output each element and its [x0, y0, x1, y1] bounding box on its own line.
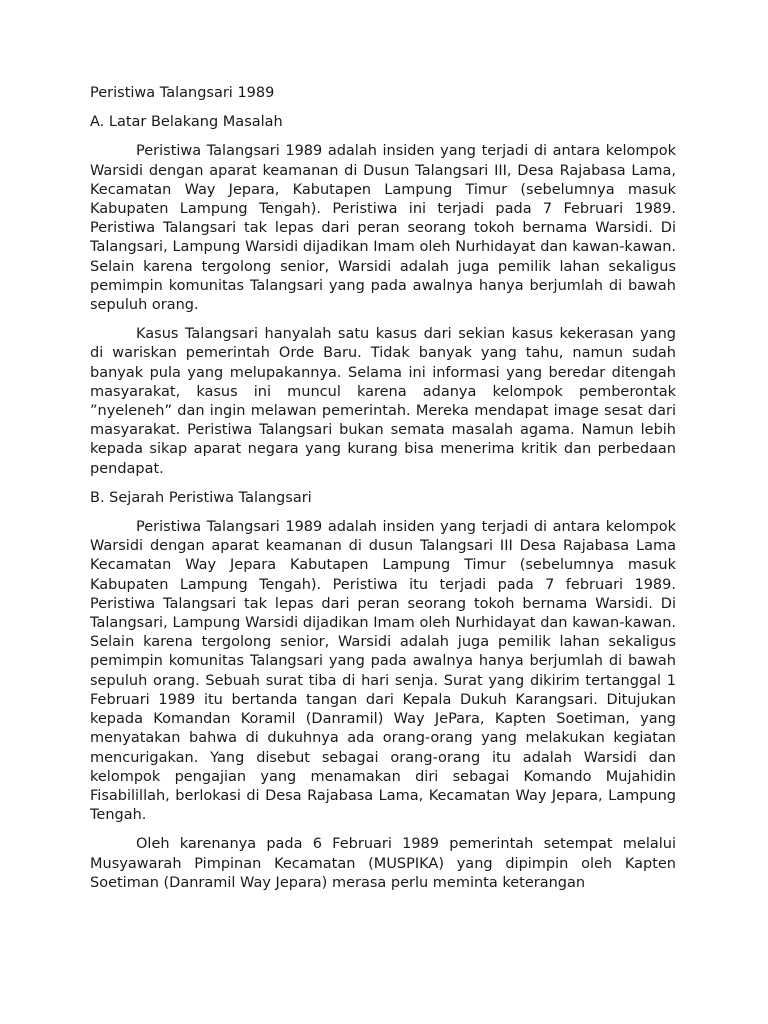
- section-b-heading: B. Sejarah Peristiwa Talangsari: [90, 489, 312, 506]
- section-b-paragraph-1: Peristiwa Talangsari 1989 adalah insiden yang terjadi di antara kelompok Warsidi dengan aparat keamanan di dusun Talangsari III Desa Rajabasa Lama Kecamatan Way Jepara Kabutapen Lampung Timur (sebelumnya masuk Kabupaten Lampung Tengah). Peristiwa itu terjadi pada 7 februari 1989. Peristiwa Talangsari tak lepas dari peran seorang tokoh bernama Warsidi. Di Talangsari, Lampung Warsidi dijadikan Imam oleh Nurhidayat dan kawan-kawan. Selain karena tergolong senior, Warsidi adalah juga pemilik lahan sekaligus pemimpin komunitas Talangsari yang pada awalnya hanya berjumlah di bawah sepuluh orang. Sebuah surat tiba di hari senja. Surat yang dikirim tertanggal 1 Februari 1989 itu bertanda tangan dari Kepala Dukuh Karangsari. Ditujukan kepada Komandan Koramil (Danramil) Way JePara, Kapten Soetiman, yang menyatakan bahwa di dukuhnya ada orang-orang yang melakukan kegiatan mencurigakan. Yang disebut sebagai orang-orang itu adalah Warsidi dan kelompok pengajian yang menamakan diri sebagai Komando Mujahidin Fisabilillah, berlokasi di Desa Rajabasa Lama, Kecamatan Way Jepara, Lampung Tengah.: [90, 519, 676, 824]
- section-a-paragraph-2: Kasus Talangsari hanyalah satu kasus dari sekian kasus kekerasan yang di wariskan pemerintah Orde Baru. Tidak banyak yang tahu, namun sudah banyak pula yang melupakannya. Selama ini informasi yang beredar ditengah masyarakat, kasus ini muncul karena adanya kelompok pemberontak ”nyeleneh” dan ingin melawan pemerintah. Mereka mendapat image sesat dari masyarakat. Peristiwa Talangsari bukan semata masalah agama. Namun lebih kepada sikap aparat negara yang kurang bisa menerima kritik dan perbedaan pendapat.: [90, 326, 676, 477]
- section-a-heading: A. Latar Belakang Masalah: [90, 114, 283, 131]
- section-a-paragraph-1: Peristiwa Talangsari 1989 adalah insiden yang terjadi di antara kelompok Warsidi dengan aparat keamanan di Dusun Talangsari III, Desa Rajabasa Lama, Kecamatan Way Jepara, Kabutapen Lampung Timur (sebelumnya masuk Kabupaten Lampung Tengah). Peristiwa ini terjadi pada 7 Februari 1989. Peristiwa Talangsari tak lepas dari peran seorang tokoh bernama Warsidi. Di Talangsari, Lampung Warsidi dijadikan Imam oleh Nurhidayat dan kawan-kawan. Selain karena tergolong senior, Warsidi adalah juga pemilik lahan sekaligus pemimpin komunitas Talangsari yang pada awalnya hanya berjumlah di bawah sepuluh orang.: [90, 143, 676, 314]
- document-title: Peristiwa Talangsari 1989: [90, 85, 275, 101]
- document-page: [90, 84, 676, 903]
- section-b-paragraph-2: Oleh karenanya pada 6 Februari 1989 pemerintah setempat melalui Musyawarah Pimpinan Kecamatan (MUSPIKA) yang dipimpin oleh Kapten Soetiman (Danramil Way Jepara) merasa perlu meminta keterangan: [90, 836, 676, 891]
